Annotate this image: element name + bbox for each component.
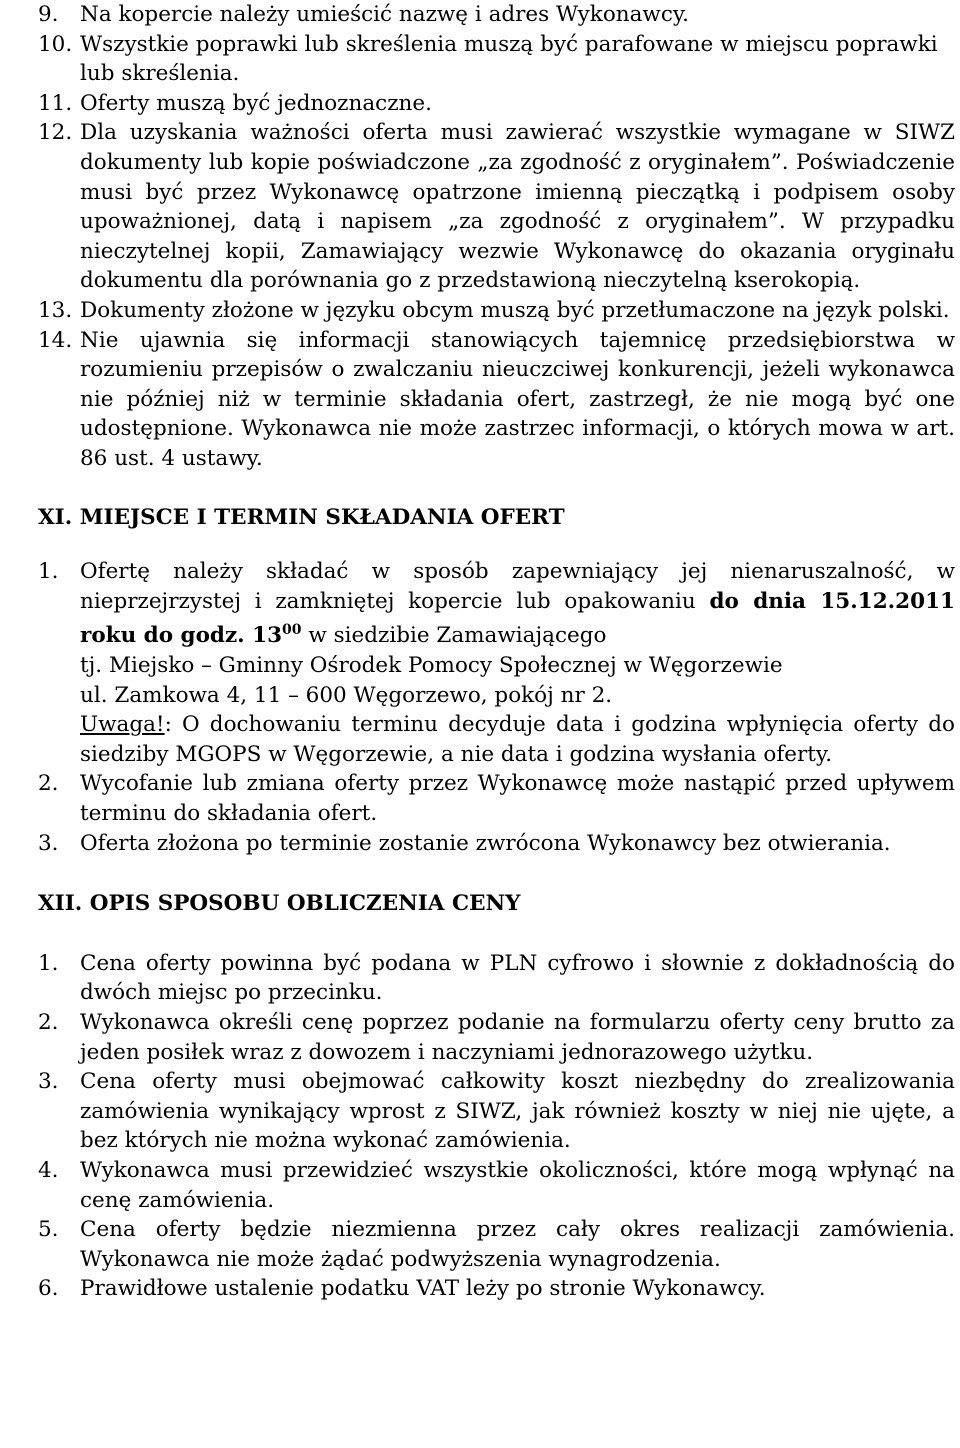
section-xii-item-3 bbox=[0, 1067, 955, 1156]
section-xi-item-3 bbox=[0, 829, 955, 859]
item-text: Nie ujawnia się informacji stanowiących tajemnicę przedsiębiorstwa w rozumieniu przepisów o zwalczaniu nieuczciwej konkurencji, jeżeli wykonawca nie później niż w terminie składania ofert, zastrzegł, że nie mogą być one udostępnione. Wykonawca nie może zastrzec informacji, o których mowa w art. 86 ust. 4 ustawy. bbox=[80, 327, 955, 471]
item-number: 3. bbox=[38, 1069, 59, 1095]
item-text: Dla uzyskania ważności oferta musi zawierać wszystkie wymagane w SIWZ dokumenty lub kopie poświadczone „za zgodność z oryginałem”. Poświadczenie musi być przez Wykonawcę opatrzone imienną pieczątką i podpisem osoby upoważnionej, datą i napisem „za zgodność z oryginałem”. W przypadku nieczytelnej kopii, Zamawiający wezwie Wykonawcę do okazania oryginału dokumentu dla porównania go z przedstawioną nieczytelną kserokopią. bbox=[80, 120, 955, 294]
section-xii-item-4 bbox=[0, 1156, 955, 1215]
section-xi-item-2 bbox=[0, 769, 955, 828]
address-line-2: ul. Zamkowa 4, 11 – 600 Węgorzewo, pokój nr 2. bbox=[80, 682, 613, 708]
item-number: 10. bbox=[38, 31, 73, 57]
deadline-minutes: 00 bbox=[282, 622, 302, 639]
item-text: Wykonawca określi cenę poprzez podanie na formularzu oferty ceny brutto za jeden posiłek wraz z dowozem i naczyniami jednorazowego użytku. bbox=[80, 1009, 955, 1065]
list-item-11 bbox=[0, 89, 955, 119]
section-heading-xi: XI. MIEJSCE I TERMIN SKŁADANIA OFERT bbox=[38, 504, 565, 530]
item-text: Oferty muszą być jednoznaczne. bbox=[80, 90, 432, 116]
section-xi-item-1 bbox=[0, 557, 955, 769]
item-number: 2. bbox=[38, 1009, 59, 1035]
deadline-bold: do dnia 15.12.2011 roku do godz. 13 bbox=[80, 588, 955, 649]
item-number: 3. bbox=[38, 830, 59, 856]
item-number: 5. bbox=[38, 1217, 59, 1243]
list-item-14 bbox=[0, 326, 955, 474]
item-text: Prawidłowe ustalenie podatku VAT leży po stronie Wykonawcy. bbox=[80, 1276, 766, 1302]
item-text: Dokumenty złożone w języku obcym muszą być przetłumaczone na język polski. bbox=[80, 297, 950, 323]
item-text: Cena oferty powinna być podana w PLN cyfrowo i słownie z dokładnością do dwóch miejsc po przecinku. bbox=[80, 950, 955, 1006]
note-text: : O dochowaniu terminu decyduje data i godzina wpłynięcia oferty do siedziby MGOPS w Węgorzewie, a nie data i godzina wysłania oferty. bbox=[80, 712, 955, 767]
item-number: 14. bbox=[38, 327, 73, 353]
section-heading-xii: XII. OPIS SPOSOBU OBLICZENIA CENY bbox=[38, 891, 521, 917]
item-number: 13. bbox=[38, 297, 73, 323]
item-text: Na kopercie należy umieścić nazwę i adres Wykonawcy. bbox=[80, 2, 690, 27]
section-xii-item-2 bbox=[0, 1008, 955, 1067]
item-text: Wycofanie lub zmiana oferty przez Wykonawcę może nastąpić przed upływem terminu do składania ofert. bbox=[80, 771, 955, 826]
section-xii-item-6 bbox=[0, 1274, 955, 1304]
item-number: 2. bbox=[38, 771, 59, 797]
item-text: Ofertę należy składać w sposób zapewniający jej nienaruszalność, w nieprzejrzystej i zamkniętej kopercie lub opakowaniu bbox=[80, 559, 955, 614]
item-text: Wykonawca musi przewidzieć wszystkie okoliczności, które mogą wpłynąć na cenę zamówienia. bbox=[80, 1157, 955, 1213]
list-item-12 bbox=[0, 118, 955, 296]
note-label: Uwaga! bbox=[80, 712, 165, 738]
note-paragraph bbox=[80, 710, 955, 769]
list-item-10 bbox=[0, 30, 955, 89]
item-paragraph bbox=[80, 557, 955, 651]
item-number: 11. bbox=[38, 90, 73, 116]
item-number: 6. bbox=[38, 1276, 59, 1302]
item-text: Cena oferty będzie niezmienna przez cały okres realizacji zamówienia. Wykonawca nie może żądać podwyższenia wynagrodzenia. bbox=[80, 1217, 955, 1272]
item-number: 1. bbox=[38, 950, 59, 976]
item-number: 4. bbox=[38, 1157, 59, 1183]
item-number: 9. bbox=[38, 2, 59, 27]
address-line-1: tj. Miejsko – Gminny Ośrodek Pomocy Społecznej w Węgorzewie bbox=[80, 653, 783, 679]
item-text-tail: w siedzibie Zamawiającego bbox=[308, 623, 607, 649]
item-number: 1. bbox=[38, 559, 59, 585]
item-text: Wszystkie poprawki lub skreślenia muszą być parafowane w miejscu poprawki lub skreślenia. bbox=[80, 31, 938, 87]
item-text: Oferta złożona po terminie zostanie zwrócona Wykonawcy bez otwierania. bbox=[80, 830, 891, 856]
section-xii-item-5 bbox=[0, 1215, 955, 1274]
item-text: Cena oferty musi obejmować całkowity koszt niezbędny do zrealizowania zamówienia wynikający wprost z SIWZ, jak również koszty w niej nie ujęte, a bez których nie można wykonać zamówienia. bbox=[80, 1069, 955, 1154]
item-body bbox=[80, 557, 955, 769]
section-xii-item-1 bbox=[0, 949, 955, 1008]
list-item-9 bbox=[0, 0, 955, 30]
list-item-13 bbox=[0, 296, 955, 326]
item-number: 12. bbox=[38, 120, 73, 146]
